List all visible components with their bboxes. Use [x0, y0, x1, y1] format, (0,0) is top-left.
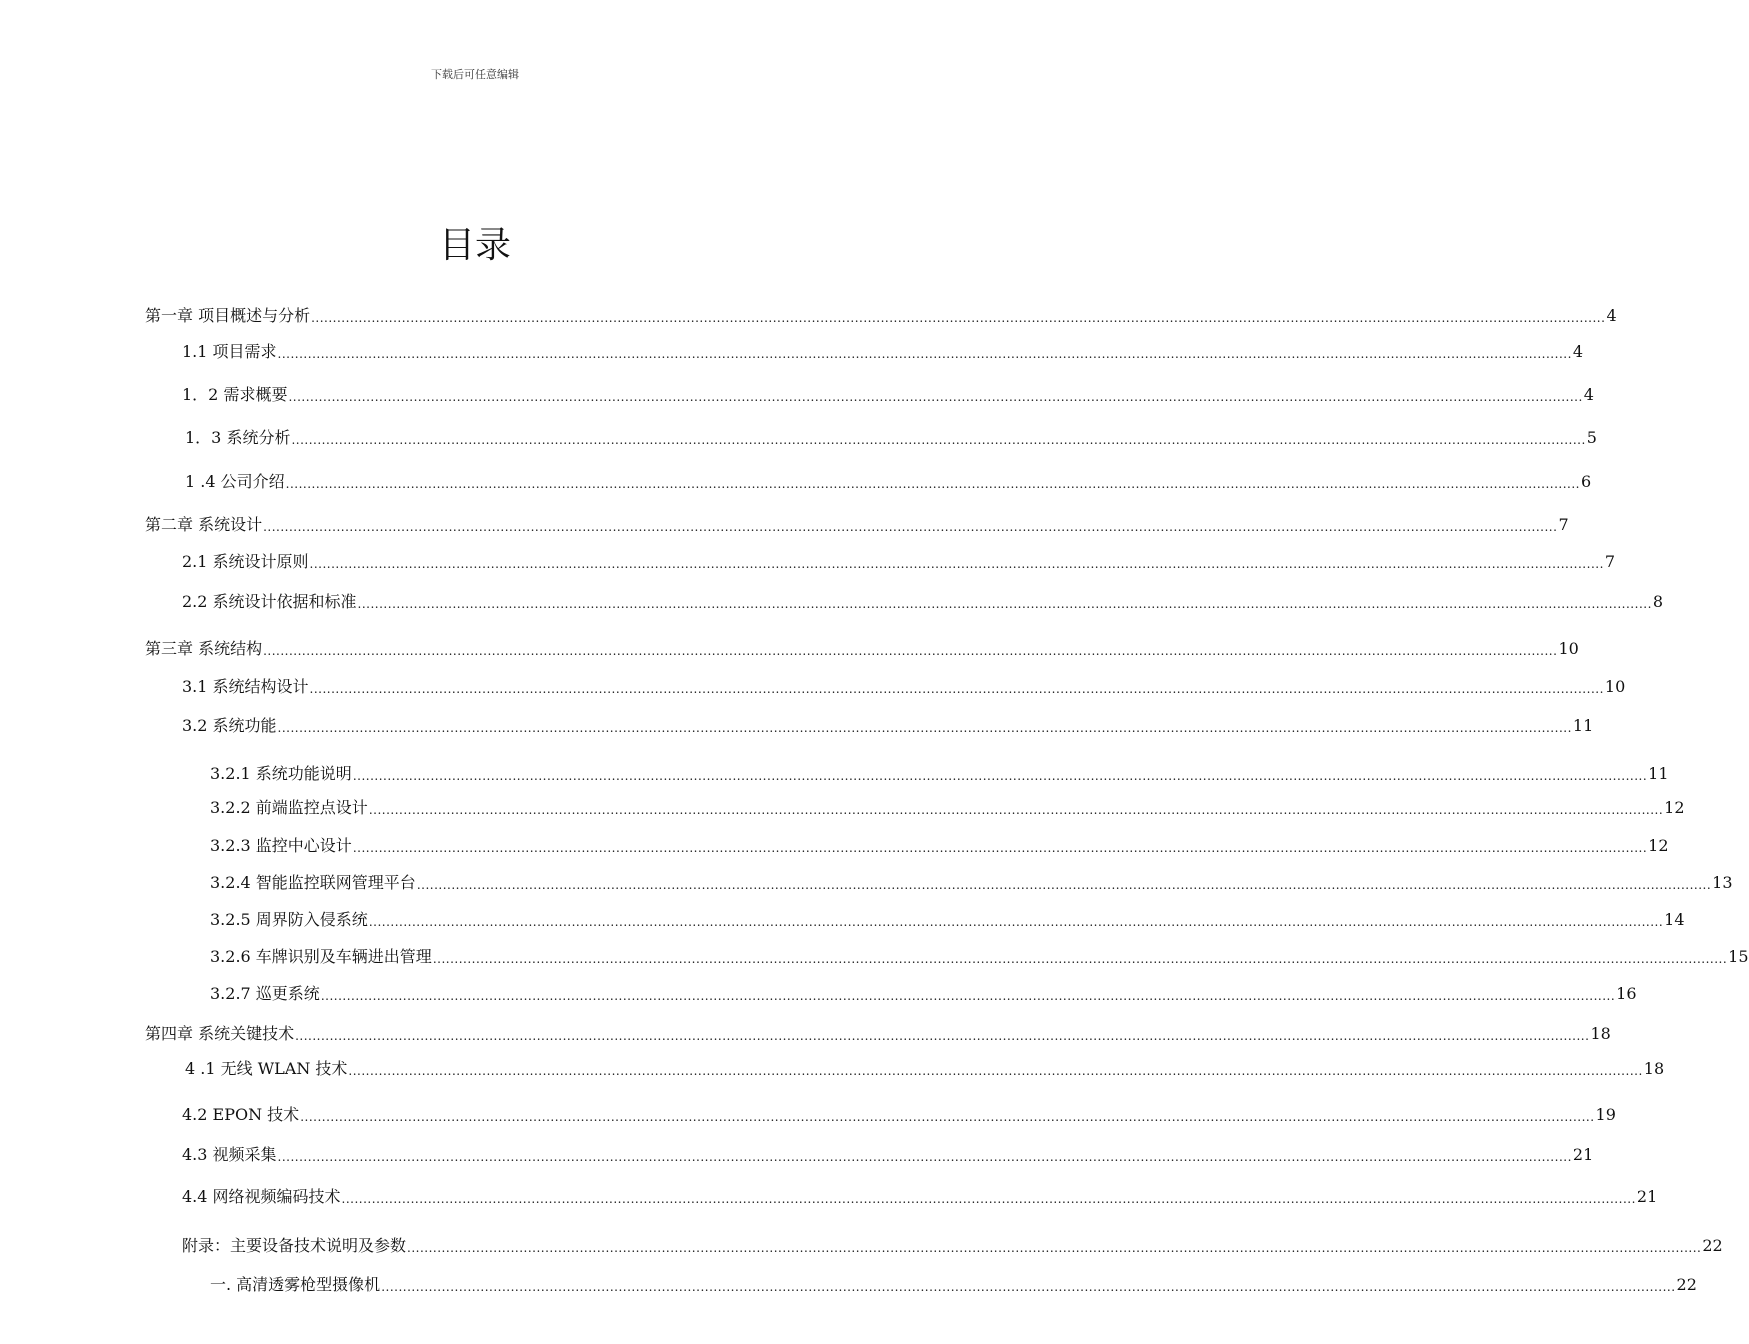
toc-entry-text: 第三章 系统结构: [145, 639, 263, 658]
toc-page-number: 21: [1572, 1145, 1594, 1164]
toc-leader-dots: ............................................................................................................................................................................................................................................................................................................: [300, 1110, 1595, 1124]
toc-leader-dots: ............................................................................................................................................................................................................................................................................................................: [277, 1150, 1572, 1164]
toc-entry-3-2-3[interactable]: [210, 835, 1669, 857]
toc-page-number: 18: [1590, 1024, 1611, 1043]
toc-entry-2[interactable]: [145, 514, 1569, 536]
toc-leader-dots: ............................................................................................................................................................................................................................................................................................................: [341, 1192, 1636, 1206]
toc-entry-text: 3.2.5 周界防入侵系统: [210, 910, 368, 929]
toc-leader-dots: ............................................................................................................................................................................................................................................................................................................: [277, 347, 1572, 361]
toc-entry-text: 3.2.6 车牌识别及车辆进出管理: [210, 947, 432, 966]
toc-entry-appendix-1[interactable]: [210, 1274, 1697, 1296]
toc-page-number: 16: [1616, 984, 1637, 1003]
toc-entry-text: 1．3 系统分析: [185, 428, 291, 447]
toc-page-number: 4: [1583, 385, 1594, 404]
toc-entry-text: 3.2 系统功能: [182, 716, 277, 735]
toc-leader-dots: ............................................................................................................................................................................................................................................................................................................: [368, 915, 1664, 929]
toc-leader-dots: ............................................................................................................................................................................................................................................................................................................: [288, 390, 1583, 404]
toc-page-number: 8: [1652, 592, 1664, 611]
toc-leader-dots: ............................................................................................................................................................................................................................................................................................................: [285, 477, 1580, 491]
toc-leader-dots: ............................................................................................................................................................................................................................................................................................................: [277, 721, 1572, 735]
toc-page-number: 18: [1643, 1059, 1665, 1078]
toc-page-number: 7: [1558, 515, 1569, 534]
toc-entry-3-2-1[interactable]: [210, 763, 1669, 785]
toc-leader-dots: ............................................................................................................................................................................................................................................................................................................: [263, 644, 1558, 658]
toc-page-number: 4: [1572, 342, 1584, 361]
page-title: 目录: [438, 225, 511, 266]
toc-page-number: 13: [1712, 873, 1733, 892]
toc-entry-text: 3.2.3 监控中心设计: [210, 836, 352, 855]
toc-entry-text: 3.2.1 系统功能说明: [210, 764, 352, 783]
toc-entry-text: 4 .1 无线 WLAN 技术: [185, 1059, 348, 1078]
toc-entry-text: 4.3 视频采集: [182, 1145, 277, 1164]
toc-entry-1-3[interactable]: [185, 427, 1597, 449]
page-header: 下载后可任意编辑: [431, 68, 519, 81]
toc-leader-dots: ............................................................................................................................................................................................................................................................................................................: [295, 1029, 1590, 1043]
toc-page-number: 22: [1676, 1275, 1697, 1294]
toc-entry-text: 第二章 系统设计: [145, 515, 263, 534]
toc-leader-dots: ............................................................................................................................................................................................................................................................................................................: [352, 841, 1648, 855]
toc-page-number: 21: [1636, 1187, 1658, 1206]
toc-entry-2-1[interactable]: [182, 551, 1616, 573]
toc-page-number: 14: [1664, 910, 1685, 929]
toc-entry-3-1[interactable]: [182, 676, 1626, 698]
toc-leader-dots: ............................................................................................................................................................................................................................................................................................................: [320, 989, 1616, 1003]
toc-leader-dots: ............................................................................................................................................................................................................................................................................................................: [357, 597, 1652, 611]
toc-entry-3-2[interactable]: [182, 715, 1594, 737]
toc-entry-1-2[interactable]: [182, 384, 1594, 406]
toc-leader-dots: ............................................................................................................................................................................................................................................................................................................: [381, 1280, 1676, 1294]
toc-page-number: 10: [1604, 677, 1626, 696]
toc-entry-text: 3.2.4 智能监控联网管理平台: [210, 873, 416, 892]
toc-entry-text: 3.2.2 前端监控点设计: [210, 798, 368, 817]
toc-entry-4-4[interactable]: [182, 1186, 1658, 1208]
toc-page-number: 15: [1728, 947, 1749, 966]
toc-entry-2-2[interactable]: [182, 591, 1664, 613]
toc-entry-3[interactable]: [145, 638, 1579, 660]
toc-entry-text: 第四章 系统关键技术: [145, 1024, 295, 1043]
toc-page-number: 4: [1606, 306, 1617, 325]
toc-leader-dots: ............................................................................................................................................................................................................................................................................................................: [416, 878, 1712, 892]
toc-entry-text: 1 .4 公司介绍: [185, 472, 285, 491]
toc-page-number: 12: [1664, 798, 1685, 817]
toc-entry-text: 1.1 项目需求: [182, 342, 277, 361]
toc-leader-dots: ............................................................................................................................................................................................................................................................................................................: [348, 1064, 1643, 1078]
toc-entry-3-2-5[interactable]: [210, 909, 1685, 931]
toc-leader-dots: ............................................................................................................................................................................................................................................................................................................: [407, 1241, 1702, 1255]
toc-entry-4-2[interactable]: [182, 1104, 1616, 1126]
toc-entry-3-2-6[interactable]: [210, 946, 1749, 968]
toc-leader-dots: ............................................................................................................................................................................................................................................................................................................: [309, 682, 1604, 696]
toc-page-number: 11: [1572, 716, 1594, 735]
toc-page-number: 7: [1604, 552, 1616, 571]
toc-entry-1[interactable]: [145, 305, 1617, 327]
toc-entry-1-1[interactable]: [182, 341, 1584, 363]
toc-entry-4[interactable]: [145, 1023, 1611, 1045]
toc-entry-text: 一. 高清透雾枪型摄像机: [210, 1275, 381, 1294]
toc-leader-dots: ............................................................................................................................................................................................................................................................................................................: [352, 769, 1648, 783]
toc-leader-dots: ............................................................................................................................................................................................................................................................................................................: [291, 433, 1586, 447]
toc-leader-dots: ............................................................................................................................................................................................................................................................................................................: [368, 803, 1664, 817]
toc-entry-text: 2.1 系统设计原则: [182, 552, 309, 571]
toc-entry-3-2-2[interactable]: [210, 797, 1685, 819]
toc-entry-3-2-4[interactable]: [210, 872, 1733, 894]
toc-entry-appendix[interactable]: [182, 1235, 1723, 1257]
toc-page-number: 10: [1558, 639, 1579, 658]
toc-entry-text: 4.4 网络视频编码技术: [182, 1187, 341, 1206]
toc-entry-3-2-7[interactable]: [210, 983, 1637, 1005]
toc-entry-text: 3.1 系统结构设计: [182, 677, 309, 696]
toc-leader-dots: ............................................................................................................................................................................................................................................................................................................: [432, 952, 1728, 966]
toc-entry-text: 附录：主要设备技术说明及参数: [182, 1236, 407, 1255]
toc-page-number: 5: [1586, 428, 1597, 447]
toc-leader-dots: ............................................................................................................................................................................................................................................................................................................: [263, 520, 1558, 534]
toc-entry-text: 3.2.7 巡更系统: [210, 984, 320, 1003]
toc-entry-text: 4.2 EPON 技术: [182, 1105, 300, 1124]
toc-leader-dots: ............................................................................................................................................................................................................................................................................................................: [311, 311, 1606, 325]
toc-leader-dots: ............................................................................................................................................................................................................................................................................................................: [309, 557, 1604, 571]
toc-entry-4-1[interactable]: [185, 1058, 1665, 1080]
toc-entry-4-3[interactable]: [182, 1144, 1594, 1166]
toc-entry-text: 第一章 项目概述与分析: [145, 306, 311, 325]
toc-entry-text: 2.2 系统设计依据和标准: [182, 592, 357, 611]
toc-page-number: 6: [1580, 472, 1592, 491]
toc-page-number: 11: [1648, 764, 1669, 783]
toc-entry-1-4[interactable]: [185, 471, 1592, 493]
toc-page-number: 12: [1648, 836, 1669, 855]
toc-entry-text: 1．2 需求概要: [182, 385, 288, 404]
toc-page-number: 19: [1595, 1105, 1616, 1124]
toc-page-number: 22: [1702, 1236, 1723, 1255]
